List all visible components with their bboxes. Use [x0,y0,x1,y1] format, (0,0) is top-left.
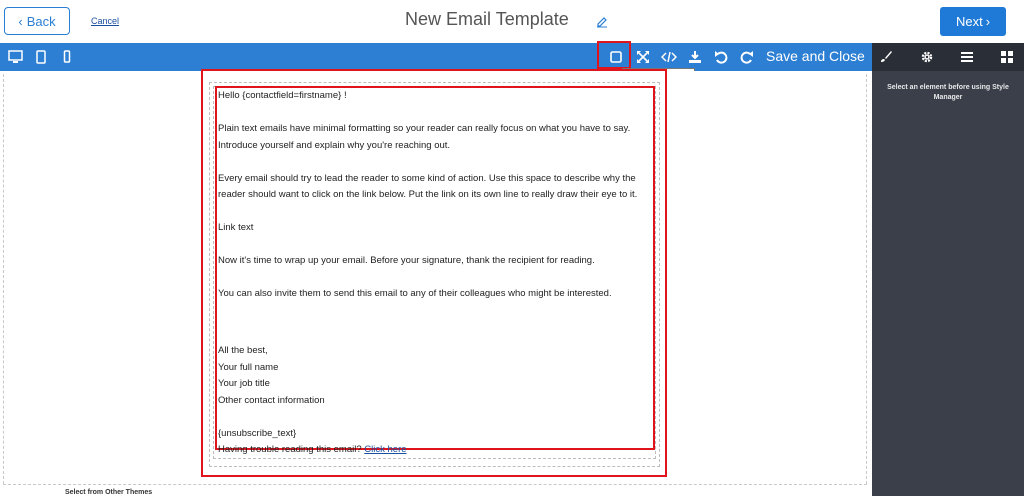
trouble-text: Having trouble reading this email? [218,444,362,455]
job-title-line: Your job title [218,378,270,389]
fullscreen-icon[interactable] [635,49,651,65]
greeting-line: Hello {contactfield=firstname} ! [218,90,347,101]
signoff-line: All the best, [218,345,268,356]
undo-icon[interactable] [713,49,729,65]
save-and-close-button[interactable]: Save and Close [766,48,865,64]
other-themes-label[interactable]: Select from Other Themes [65,489,153,496]
tablet-icon[interactable] [33,49,49,65]
text-line: reader should want to click on the link below. Put the link on its own line to really draw their eye to it. [218,189,638,200]
brush-icon[interactable] [877,48,895,66]
view-components-highlight [597,41,631,69]
panel-tabs [872,43,1024,71]
canvas-guide [3,74,4,484]
text-line: You can also invite them to send this email to any of their colleagues who might be interested. [218,288,612,299]
back-button[interactable] [4,7,70,35]
mobile-icon[interactable] [59,49,75,65]
contact-line: Other contact information [218,394,325,406]
back-button-label: Back [26,13,56,29]
code-icon[interactable] [661,49,677,65]
layers-icon[interactable] [958,48,976,66]
style-manager-hint: Select an element before using Style Manager [887,84,1009,101]
editor-toolbar [0,43,872,71]
canvas-guide [3,484,867,485]
gear-icon[interactable] [918,48,936,66]
page-title: New Email Template [405,9,569,29]
cancel-link[interactable]: Cancel [91,16,120,26]
desktop-icon[interactable] [7,49,23,65]
blocks-icon[interactable] [998,48,1016,66]
link-text-line: Link text [218,222,254,233]
trouble-line [218,442,656,459]
chevron-left-icon: ‹ [18,13,23,29]
chevron-right-icon: › [985,14,991,29]
top-bar [0,0,1024,43]
email-text-block[interactable] [218,88,656,459]
edit-title-icon[interactable] [596,15,608,27]
text-line: Introduce yourself and explain why you're reaching out. [218,139,451,151]
next-button[interactable] [940,7,1006,36]
text-line: Now it's time to wrap up your email. Before your signature, thank the recipient for reading. [218,255,595,266]
redo-icon[interactable] [739,49,755,65]
download-icon[interactable] [687,49,703,65]
style-manager-panel [872,43,1024,496]
unsubscribe-line: {unsubscribe_text} [218,427,297,439]
click-here-link[interactable]: Click here [364,444,407,455]
next-button-label: Next [955,14,983,29]
name-line: Your full name [218,361,279,373]
text-line: Every email should try to lead the reader to some kind of action. Use this space to describe why the [218,172,636,184]
canvas-guide [866,74,867,484]
text-line: Plain text emails have minimal formatting so your reader can really focus on what you have to say. [218,123,631,134]
